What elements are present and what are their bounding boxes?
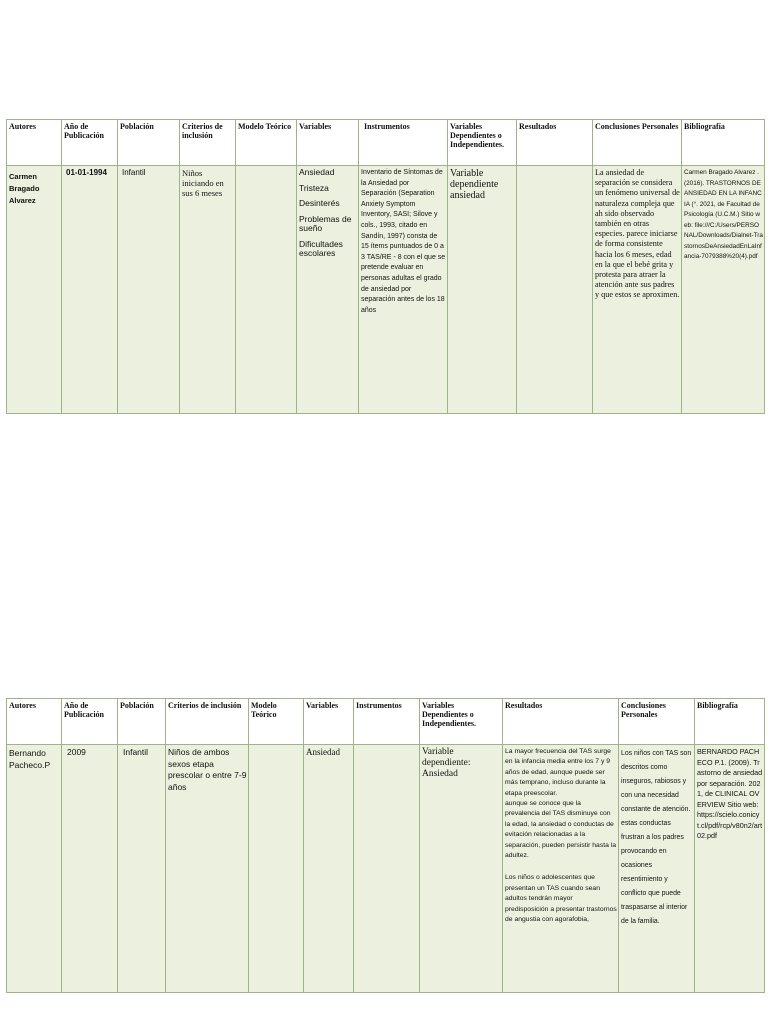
header-bibliografia: Bibliografía [695,699,765,745]
cell-modelo [236,166,297,414]
dependent-variable-text: Variable dependiente: Ansiedad [422,747,471,779]
cell-anio [62,745,118,993]
cell-modelo [249,745,304,993]
cell-instrumentos [354,745,420,993]
variable-item: Problemas de sueño [299,213,352,233]
population-text: Infantil [123,747,149,757]
header-dependientes: Variables Dependientes o Independientes. [448,120,517,166]
variable-item: Dificultades escolares [299,238,343,258]
header-poblacion: Población [118,699,166,745]
year-text: 2009 [67,747,86,757]
cell-instrumentos [359,166,448,414]
dependent-variable-text: Variable dependiente ansiedad [450,168,499,201]
cell-dependientes [448,166,517,414]
header-autores: Autores [7,120,62,166]
conclusions-text: La ansiedad de separación se considera un fenómeno universal de naturaleza compleja que ah sido observado también en otras especies. parece iniciarse de forma consistente hacia los 6 meses, edad en la que el bebé grita y protesta para atraer la atención ante sus padres y que estos se aproximen. [595,168,680,300]
cell-criterios [166,745,249,993]
header-variables: Variables [304,699,354,745]
table-header-row [7,120,765,166]
cell-bibliografia [682,166,765,414]
population-text: Infantil [122,168,146,177]
cell-poblacion [118,166,180,414]
cell-autores [7,166,62,414]
results-paragraph: Los niños o adolescentes que presentan un TAS cuando sean adultos tendrán mayor predisposición a presentar trastornos de angustia con agorafobia, [505,874,617,924]
table-row [7,745,765,993]
header-autores: Autores [7,699,62,745]
header-bibliografia: Bibliografía [682,120,765,166]
bibliography-text: BERNARDO PACHECO P.1. (2009). Trastorno de ansiedad por separación. 2021, de CLINICAL OVERVIEW Sitio web: https://scielo.conicyt.cl/pdf/rcp/v80n2/art02.pdf [697,747,763,840]
header-criterios: Criterios de inclusión [166,699,249,745]
header-modelo: Modelo Teórico [236,120,297,166]
cell-autores [7,745,62,993]
cell-resultados [517,166,593,414]
header-anio: Año de Publicación [62,120,118,166]
header-resultados: Resultados [503,699,619,745]
results-paragraph: aunque se conoce que la prevalencia del TAS disminuye con la edad, la ansiedad o conductas de evitación relacionadas a la separación, pueden persistir hasta la adultez. [505,800,617,860]
header-instrumentos: Instrumentos [354,699,420,745]
cell-variables [304,745,354,993]
author-text: Carmen Bragado Alvarez [9,172,40,205]
criteria-text: Niños iniciando en sus 6 meses [182,168,224,198]
header-conclusiones: Conclusiones Personales [593,120,682,166]
cell-conclusiones [593,166,682,414]
header-anio: Año de Publicación [62,699,118,745]
cell-dependientes [420,745,503,993]
year-text: 01-01-1994 [66,168,107,177]
header-modelo: Modelo Teórico [249,699,304,745]
header-dependientes: Variables Dependientes o Independientes. [420,699,503,745]
header-criterios: Criterios de inclusión [180,120,236,166]
cell-resultados [503,745,619,993]
author-text: Bernando Pacheco.P [9,748,51,770]
table-header-row [7,699,765,745]
research-table-1 [6,119,765,414]
results-paragraph: La mayor frecuencia del TAS surge en la infancia media entre los 7 y 9 años de edad, aunque puede ser más temprano, incluso durante la etapa preescolar. [505,748,611,797]
cell-bibliografia [695,745,765,993]
cell-variables [297,166,359,414]
table-row [7,166,765,414]
variable-item: Desinterés [299,198,340,208]
cell-conclusiones [619,745,695,993]
research-table-2 [6,698,765,993]
header-variables: Variables [297,120,359,166]
instruments-text: Inventario de Síntomas de la Ansiedad por Separación (Separation Anxiety Symptom Inventory, SASI; Silove y cols., 1993, citado en Sandín, 1997) consta de 15 ítems puntuados de 0 a 3 TAS/RE - 8 con el que se pretende evaluar en personas adultas el grado de ansiedad por separación antes de los 18 años [361,169,446,314]
header-poblacion: Población [118,120,180,166]
cell-poblacion [118,745,166,993]
header-resultados: Resultados [517,120,593,166]
cell-anio [62,166,118,414]
conclusions-text: Los niños con TAS son descritos como inseguros, rabiosos y con una necesidad constante de atención. estas conductas frustran a los padres provocando en ocasiones resentimiento y conflicto que puede traspasarse al interior de la familia. [621,750,692,925]
variable-item: Tristeza [299,182,329,193]
criteria-text: Niños de ambos sexos etapa prescolar o entre 7-9 años [168,747,247,792]
header-instrumentos: Instrumentos [359,120,448,166]
cell-criterios [180,166,236,414]
variable-item: Ansiedad [306,747,340,757]
variable-item: Ansiedad [299,167,335,177]
header-conclusiones: Conclusiones Personales [619,699,695,745]
bibliography-text: Carmen Bragado Alvarez . (2016). TRASTORNOS DE ANSIEDAD EN LA INFANCIA (°. 2021, de Facultad de Psicología (U.C.M.) Sitio web: file:///C:/Users/PERSONAL/Downloads/Dialnet-TrastornosDeAnsiedadEnLaInfancia-7079388%20(4).pdf [684,169,763,260]
